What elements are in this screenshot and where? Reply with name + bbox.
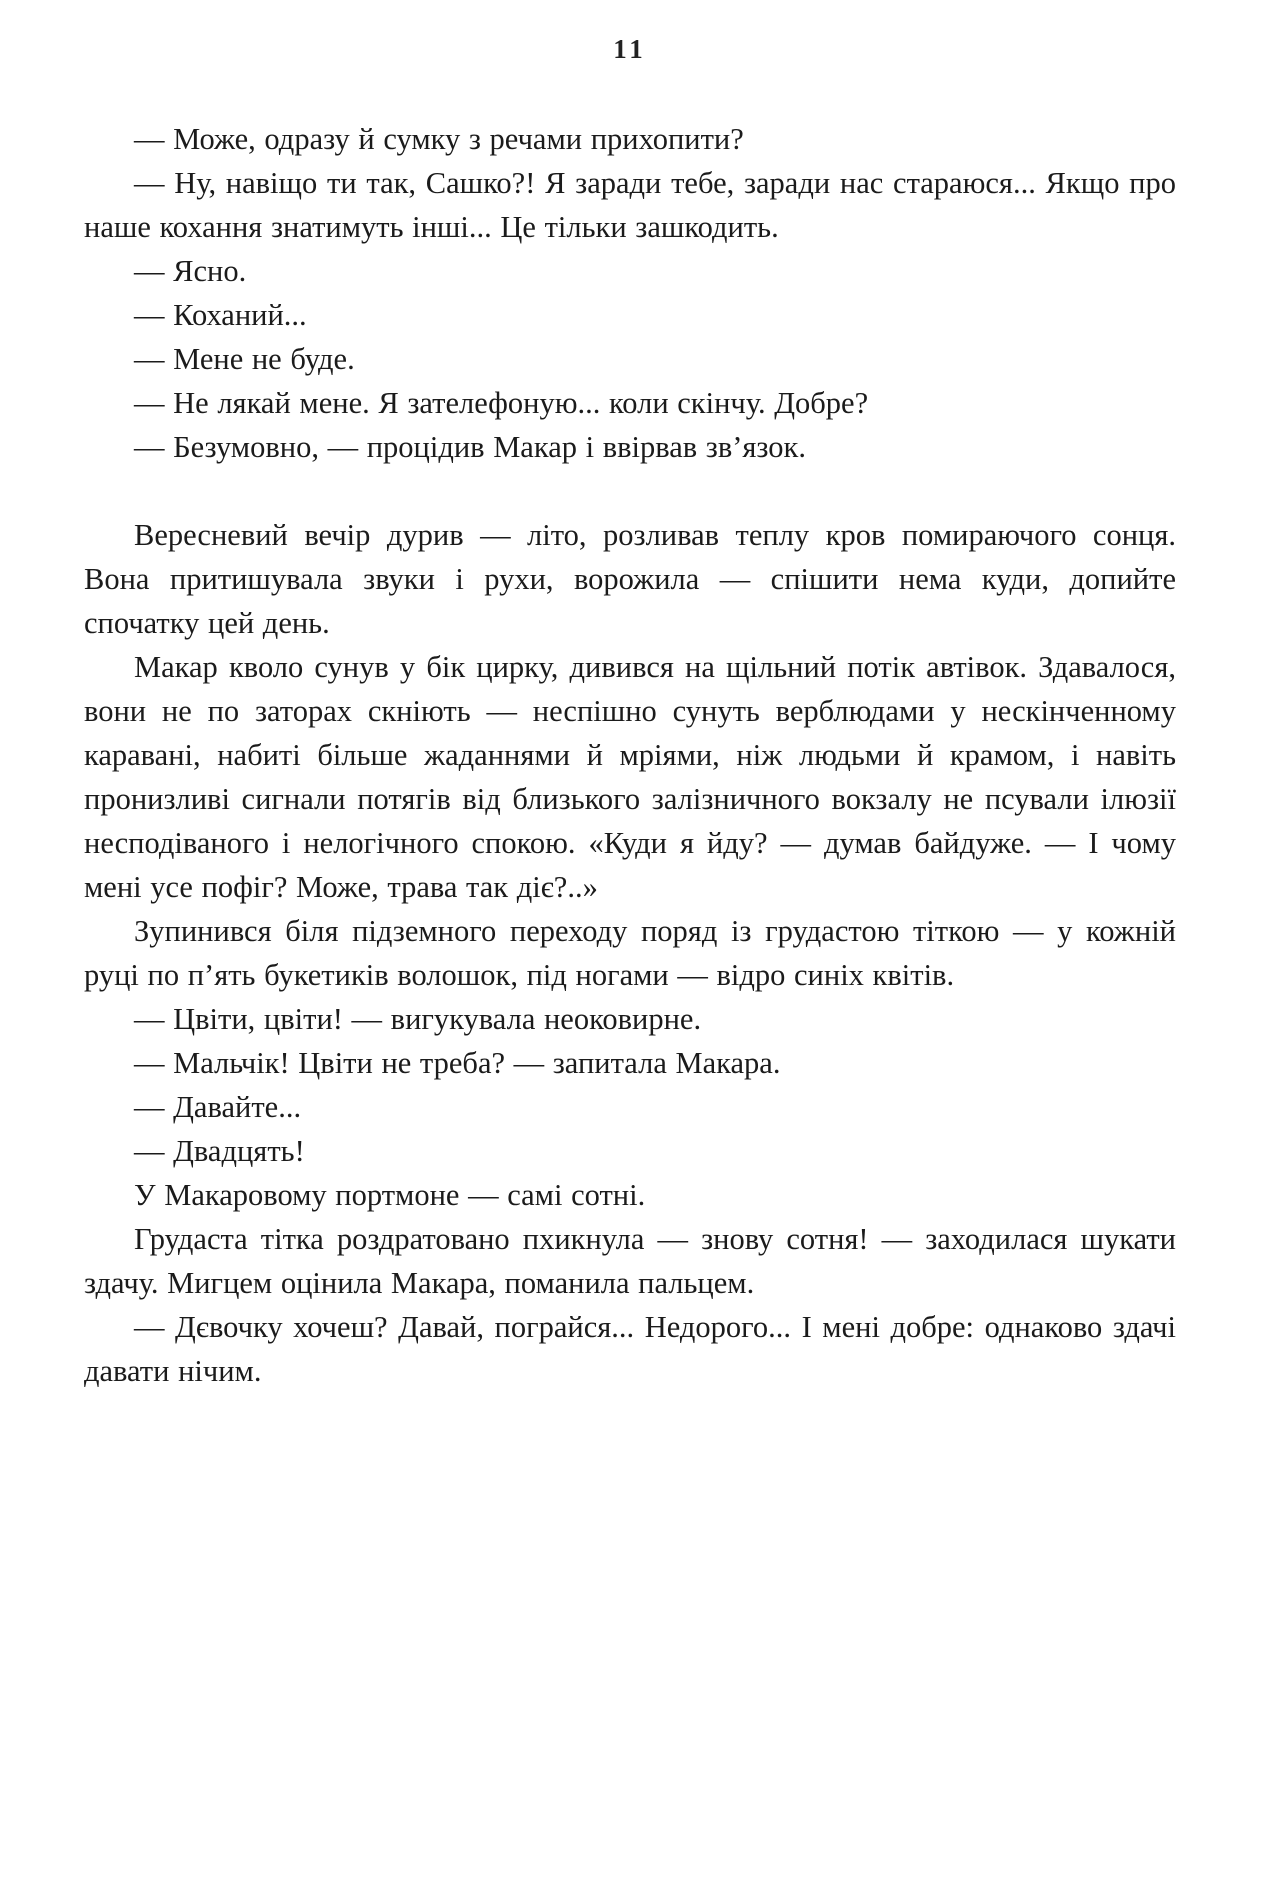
paragraph-dialogue: — Може, одразу й сумку з речами прихопити? [134,122,744,156]
text-block [84,117,1176,1393]
paragraph-dialogue: — Давайте... [134,1090,302,1124]
paragraph-dialogue: — Дєвочку хочеш? Давай, пограйся... Недорого... І мені добре: однаково здачі давати нічим. [84,1310,1176,1388]
paragraph-narrative: Вересневий вечір дурив — літо, розливав теплу кров помираючого сонця. Вона притишувала звуки і рухи, ворожила — спішити нема куди, допийте спочатку цей день. [84,518,1176,640]
paragraph-dialogue: — Коханий... [134,298,307,332]
paragraph-narrative: Макар кволо сунув у бік цирку, дивився на щільний потік автівок. Здавалося, вони не по заторах скніють — неспішно сунуть верблюдами у нескінченному каравані, набиті більше жаданнями й мріями, ніж людьми й крамом, і навіть пронизливі сигнали потягів від близького залізничного вокзалу не псували ілюзії несподіваного і нелогічного спокою. «Куди я йду? — думав байдуже. — І чому мені усе пофіг? Може, трава так діє?..» [84,650,1176,904]
paragraph-dialogue: — Не лякай мене. Я зателефоную... коли скінчу. Добре? [134,386,869,420]
paragraph-narrative: Зупинився біля підземного переходу поряд із грудастою тіткою — у кожній руці по п’ять букетиків волошок, під ногами — відро синіх квітів. [84,914,1176,992]
paragraph-dialogue: — Ясно. [134,254,247,288]
paragraph-dialogue: — Двадцять! [134,1134,305,1168]
paragraph-dialogue: — Мене не буде. [134,342,355,376]
paragraph-narrative: У Макаровому портмоне — самі сотні. [134,1178,646,1212]
paragraph-narrative: Грудаста тітка роздратовано пхикнула — знову сотня! — заходилася шукати здачу. Мигцем оцінила Макара, поманила пальцем. [84,1222,1176,1300]
paragraph-dialogue: — Мальчік! Цвіти не треба? — запитала Макара. [134,1046,781,1080]
paragraph-dialogue: — Безумовно, — процідив Макар і ввірвав зв’язок. [134,430,806,464]
paragraph-dialogue: — Ну, навіщо ти так, Сашко?! Я заради тебе, заради нас стараюся... Якщо про наше кохання знатимуть інші... Це тільки зашкодить. [84,166,1176,244]
paragraph-dialogue: — Цвіти, цвіти! — вигукувала неоковирне. [134,1002,702,1036]
page-number: 11 [613,34,647,64]
